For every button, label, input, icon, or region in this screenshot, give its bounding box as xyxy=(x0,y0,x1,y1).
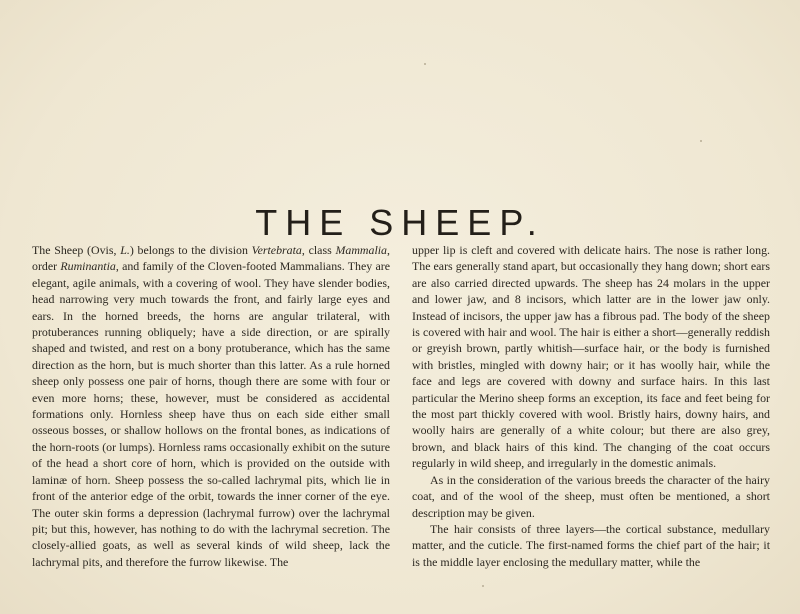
right-paragraph-2: As in the consideration of the various breeds the character of the hairy coat, and of the wool of the sheep, must often be mentioned, a short description may be given. xyxy=(412,472,770,520)
text-run: , order xyxy=(32,243,390,274)
italic-run: Ruminantia xyxy=(60,259,116,274)
paper-speck xyxy=(424,63,426,65)
right-paragraph-3: The hair consists of three layers—the cortical substance, medullary matter, and the cuticle. The first-named forms the chief part of the hair; it is the middle layer enclosing the medullary matter, while the xyxy=(412,521,770,569)
page-title: THE SHEEP. xyxy=(255,202,545,244)
italic-run: L. xyxy=(120,243,130,257)
paper-speck xyxy=(700,140,702,142)
right-paragraph-1: upper lip is cleft and covered with delicate hairs. The nose is rather long. The ears generally stand apart, but occasionally they hang down; short ears are also carried directed upwards. The sheep has 24 molars in the upper and lower jaw, and 8 incisors, which latter are in the lower jaw only. Instead of incisors, the upper jaw has a fibrous pad. The body of the sheep is covered with hair and wool. The hair is either a short—generally reddish or greyish brown, partly whitish—surface hair, or the body is furnished with bristles, mingled with downy hair; or it has woolly hair, while the face and legs are covered with downy and surface hairs. In this last particular the Merino sheep forms an exception, its face and feet being for the most part thickly covered with wool. Bristly hairs, downy hairs, and woolly hairs are generally of a white colour; but there are also grey, brown, and black hairs of this kind. The changing of the coat occurs regularly in wild sheep, and irregularly in the domestic animals. xyxy=(412,243,770,471)
right-column xyxy=(412,242,770,570)
italic-run: Mammalia xyxy=(335,243,387,257)
left-paragraph xyxy=(32,242,390,570)
paper-speck xyxy=(482,585,484,587)
text-run: ) belongs to the division xyxy=(129,243,252,257)
text-run: , class xyxy=(301,243,336,257)
text-run: The Sheep (Ovis, xyxy=(32,243,121,257)
text-run: , and family of the Cloven-footed Mammalians. They are elegant, agile animals, with a covering of wool. They have slender bodies, head narrowing very much towards the front, and fairly large eyes and ears. In the horned breeds, the horns are angular trilateral, with protuberances running obliquely; have a side direction, or are spirally shaped and twisted, and rest on a bony protuberance, which has the same direction as the horn, but is much shorter than this latter. As a rule horned sheep only possess one pair of horns, though there are some with four or even more horns; these, however, must be considered as accidental formations only. Hornless sheep have thus on each side either small osseous bosses, or shallow hollows on the frontal bones, as indications of the horn-roots (or lumps). Hornless rams occasionally exhibit on the suture of the head a short core of horn, which is provided on the outside with laminæ of horn. Sheep possess the so-called lachrymal pits, which lie in front of the anterior edge of the orbit, towards the inner corner of the eye. The outer skin forms a depression (lachrymal furrow) over the lachrymal pit; but this, however, has nothing to do with the lachrymal secretion. The closely-allied goats, as well as several kinds of wild sheep, lack the lachrymal pits, and therefore the furrow likewise. The xyxy=(32,259,391,569)
italic-run: Vertebrata xyxy=(251,243,302,257)
left-column xyxy=(32,242,390,570)
